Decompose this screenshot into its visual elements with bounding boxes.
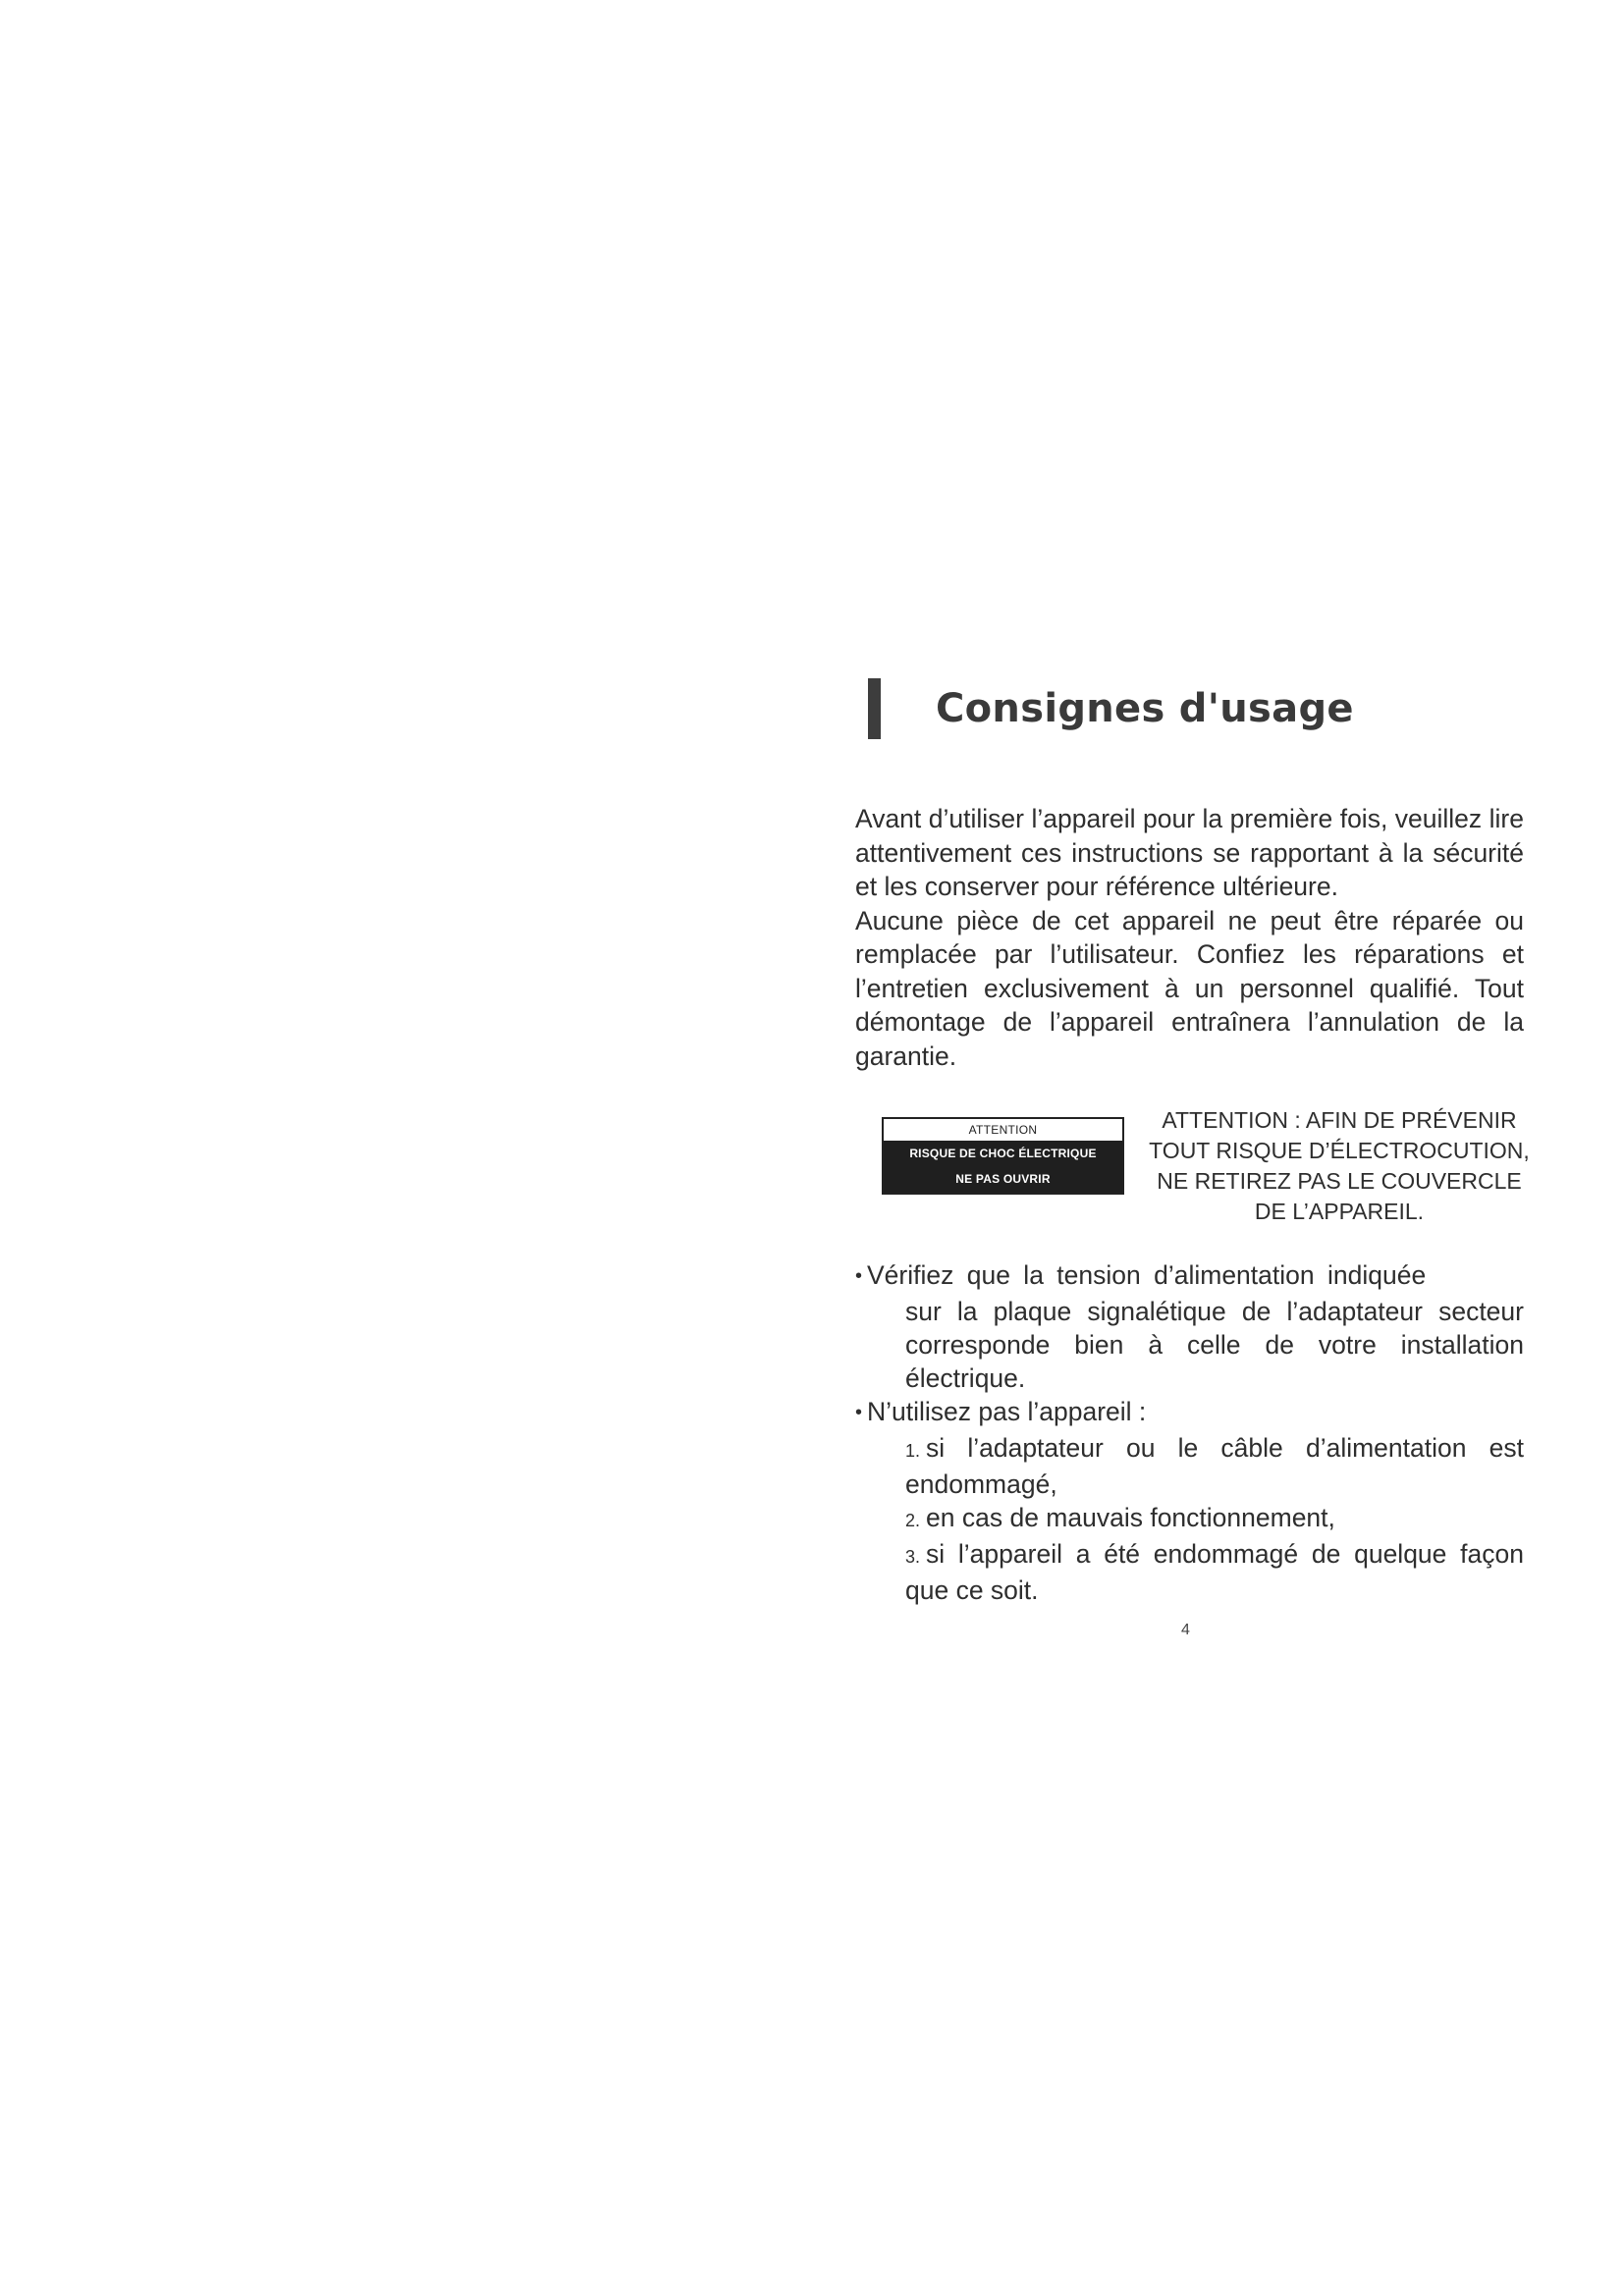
bullet-text: Vérifiez que la tension d’alimentation indiquée bbox=[867, 1260, 1427, 1290]
electric-shock-warning-label bbox=[882, 1117, 1124, 1195]
warning-line: ATTENTION : AFIN DE PRÉVENIR bbox=[1162, 1107, 1517, 1133]
item-text: si l’appareil a été endommagé de quelque façon que ce soit. bbox=[905, 1539, 1524, 1605]
bullet-dot: • bbox=[855, 1265, 863, 1287]
warning-label-risk: RISQUE DE CHOC ÉLECTRIQUE bbox=[909, 1147, 1097, 1160]
title-accent-bar bbox=[868, 678, 881, 739]
numbered-item bbox=[905, 1537, 1524, 1607]
item-number: 3. bbox=[905, 1547, 921, 1567]
intro-paragraph-1: Avant d’utiliser l’appareil pour la première fois, veuillez lire attentivement ces instructions se rapportant à la sécurité et les conserver pour référence ultérieure. bbox=[855, 804, 1524, 901]
section-header bbox=[868, 677, 1354, 740]
page-number: 4 bbox=[1181, 1622, 1190, 1638]
bullet-text: N’utilisez pas l’appareil : bbox=[867, 1397, 1147, 1426]
item-text: en cas de mauvais fonctionnement, bbox=[926, 1503, 1335, 1532]
intro-text bbox=[855, 802, 1524, 1073]
numbered-item bbox=[905, 1501, 1524, 1537]
bullet-do-not-use bbox=[855, 1395, 1524, 1431]
numbered-item bbox=[905, 1431, 1524, 1501]
item-text: si l’adaptateur ou le câble d’alimentation est endommagé, bbox=[905, 1433, 1524, 1499]
warning-line: NE RETIREZ PAS LE COUVERCLE bbox=[1157, 1168, 1522, 1194]
warning-line: TOUT RISQUE D’ÉLECTROCUTION, bbox=[1149, 1138, 1530, 1163]
bullet-continuation: sur la plaque signalétique de l’adaptateur secteur corresponde bien à celle de votre installation électrique. bbox=[905, 1297, 1524, 1393]
warning-label-do-not-open: NE PAS OUVRIR bbox=[955, 1172, 1051, 1186]
bullet-voltage-check bbox=[855, 1258, 1524, 1395]
safety-bullet-list bbox=[855, 1258, 1524, 1607]
intro-paragraph-2: Aucune pièce de cet appareil ne peut être réparée ou remplacée par l’utilisateur. Confiez les réparations et l’entretien exclusivement à un personnel qualifié. Tout démontage de l’appareil entraînera l’annulation de la garantie. bbox=[855, 905, 1524, 1071]
warning-statement bbox=[1147, 1105, 1532, 1227]
item-number: 2. bbox=[905, 1511, 921, 1530]
bullet-dot: • bbox=[855, 1402, 863, 1423]
warning-line: DE L’APPAREIL. bbox=[1254, 1199, 1425, 1224]
warning-label-title: ATTENTION bbox=[884, 1119, 1122, 1141]
numbered-conditions bbox=[855, 1431, 1524, 1607]
item-number: 1. bbox=[905, 1441, 921, 1461]
page-title: Consignes d'usage bbox=[936, 686, 1354, 731]
